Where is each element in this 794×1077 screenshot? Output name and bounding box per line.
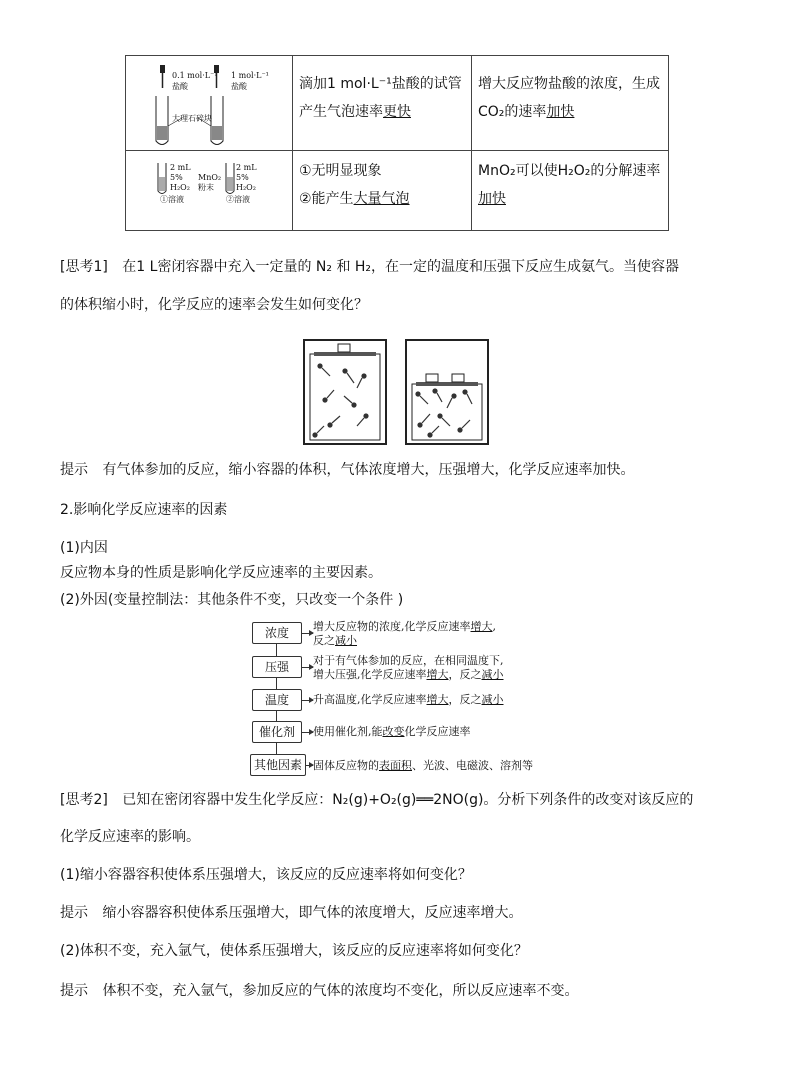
f0-l2u: 减小 <box>335 634 357 647</box>
think2-q1: (1)缩小容器容积使体系压强增大，该反应的反应速率将如何变化？ <box>60 867 472 883</box>
phenomenon-1b: 产生气泡速率 <box>299 104 383 120</box>
section2-internal: (1)内因 <box>60 540 108 556</box>
conclusion-2a: MnO₂可以使H₂O₂的分解速率 <box>478 163 661 179</box>
conclusion-1b-underline: 加快 <box>546 104 575 120</box>
f4-l1b: 、光波、电磁波、溶剂等 <box>412 759 533 772</box>
label-left-conc: 0.1 mol·L⁻¹ <box>172 71 218 80</box>
fig2-l4: ①溶液 <box>160 195 184 204</box>
label-right-acid: 盐酸 <box>231 82 247 91</box>
think1-tag: [思考1] <box>60 259 108 275</box>
fig2-m2: 粉末 <box>198 183 214 192</box>
factor-box-other: 其他因素 <box>250 754 306 776</box>
label-left-acid: 盐酸 <box>172 82 188 91</box>
think2-text1: 已知在密闭容器中发生化学反应：N₂(g)+O₂(g)══2NO(g)。分析下列条件的改变对该反应的 <box>122 792 694 808</box>
phenomenon-1b-underline: 更快 <box>383 104 411 120</box>
piston-diagram <box>302 338 492 448</box>
think2-tag: [思考2] <box>60 792 108 808</box>
think2-a1: 缩小容器容积使体系压强增大，即气体的浓度增大，反应速率增大。 <box>102 905 523 921</box>
label-marble: 大理石碎块 <box>172 114 212 123</box>
arrow-1 <box>301 633 313 634</box>
think2-a1-line <box>60 903 522 923</box>
arrow-3 <box>301 700 313 701</box>
f1-l2: 增大压强,化学反应速率 <box>313 668 427 681</box>
think1-text2: 的体积缩小时，化学反应的速率会发生如何变化？ <box>60 297 368 313</box>
f0-l1u: 增大 <box>470 620 493 633</box>
factor-text-temperature <box>313 693 504 707</box>
think2-a2-label: 提示 <box>60 983 88 999</box>
think2-line1 <box>60 790 760 810</box>
fig2-r2: 5% <box>236 173 249 182</box>
f2-l1u: 增大 <box>426 693 449 706</box>
phenomenon-2b: ②能产生 <box>299 191 354 207</box>
fig2-r3: H₂O₂ <box>236 183 256 192</box>
f1-l3u: 减小 <box>481 668 504 681</box>
f0-l2: 反之 <box>313 634 335 647</box>
f2-l1: 升高温度,化学反应速率 <box>313 693 427 706</box>
f2-l1bu: 减小 <box>481 693 504 706</box>
label-right-conc: 1 mol·L⁻¹ <box>231 71 269 80</box>
factor-box-concentration: 浓度 <box>252 622 302 644</box>
arrow-4 <box>301 732 313 733</box>
f4-l1: 固体反应物的 <box>313 759 379 772</box>
arrow-5 <box>305 765 313 766</box>
section2-title: 2.影响化学反应速率的因素 <box>60 502 228 518</box>
conclusion-cell-1 <box>472 56 669 151</box>
think2-q2: (2)体积不变，充入氩气，使体系压强增大，该反应的反应速率将如何变化？ <box>60 943 528 959</box>
f3-l1: 使用催化剂,能 <box>313 725 383 738</box>
fig2-m1: MnO₂ <box>198 173 222 182</box>
phenomenon-cell-1 <box>293 56 472 151</box>
think1-hint: 有气体参加的反应，缩小容器的体积，气体浓度增大，压强增大，化学反应速率加快。 <box>102 462 635 478</box>
think2-a2-line <box>60 981 578 1001</box>
f1-l2u: 增大 <box>426 668 449 681</box>
phenomenon-1a: 滴加1 mol·L⁻¹盐酸的试管 <box>299 76 462 92</box>
section2-internal-text: 反应物本身的性质是影响化学反应速率的主要因素。 <box>60 565 382 581</box>
fig2-l1: 2 mL <box>170 163 191 172</box>
conclusion-1b: CO₂的速率 <box>478 104 547 120</box>
phenomenon-2a: ①无明显现象 <box>299 163 382 179</box>
phenomenon-cell-2 <box>293 151 472 231</box>
factor-text-pressure <box>313 654 504 682</box>
think2-text2: 化学反应速率的影响。 <box>60 829 200 845</box>
figure-cell-h2o2 <box>126 151 293 231</box>
think2-a1-label: 提示 <box>60 905 88 921</box>
fig2-l3: H₂O₂ <box>170 183 190 192</box>
f4-l1u: 表面积 <box>379 759 412 772</box>
factor-text-concentration: 增大反应物的浓度,化学反应速率增大, 反之减小 <box>313 620 496 647</box>
think1-text1: 在1 L密闭容器中充入一定量的 N₂ 和 H₂，在一定的温度和压强下反应生成氨气。当使容器 <box>122 259 680 275</box>
phenomenon-2b-underline: 大量气泡 <box>353 191 410 207</box>
experiment-table <box>125 55 669 231</box>
fig2-r4: ②溶液 <box>226 195 250 204</box>
conclusion-2b-underline: 加快 <box>478 191 506 207</box>
f3-l1u: 改变 <box>382 725 405 738</box>
factor-box-temperature: 温度 <box>252 689 302 711</box>
think1-hint-label: 提示 <box>60 462 88 478</box>
figure-cell-hcl <box>126 56 293 151</box>
arrow-2 <box>301 667 313 668</box>
conclusion-cell-2 <box>472 151 669 231</box>
f1-l1: 对于有气体参加的反应，在相同温度下, <box>313 654 504 667</box>
fig2-l2: 5% <box>170 173 183 182</box>
f2-l1b: ，反之 <box>448 693 482 706</box>
f3-l1b: 化学反应速率 <box>404 725 471 738</box>
section2-external: (2)外因(变量控制法：其他条件不变，只改变一个条件 ) <box>60 592 404 608</box>
fig2-r1: 2 mL <box>236 163 257 172</box>
think1-line1 <box>60 257 750 277</box>
think2-a2: 体积不变，充入氩气，参加反应的气体的浓度均不变化，所以反应速率不变。 <box>102 983 579 999</box>
factor-box-pressure: 压强 <box>252 656 302 678</box>
f0-l1: 增大反应物的浓度,化学反应速率 <box>313 620 471 633</box>
factor-text-catalyst <box>313 725 471 739</box>
conclusion-1a: 增大反应物盐酸的浓度，生成 <box>478 76 660 92</box>
think1-hint-line <box>60 460 634 480</box>
factor-text-other <box>313 759 533 773</box>
f1-l3: ，反之 <box>448 668 482 681</box>
factor-box-catalyst: 催化剂 <box>252 721 302 743</box>
